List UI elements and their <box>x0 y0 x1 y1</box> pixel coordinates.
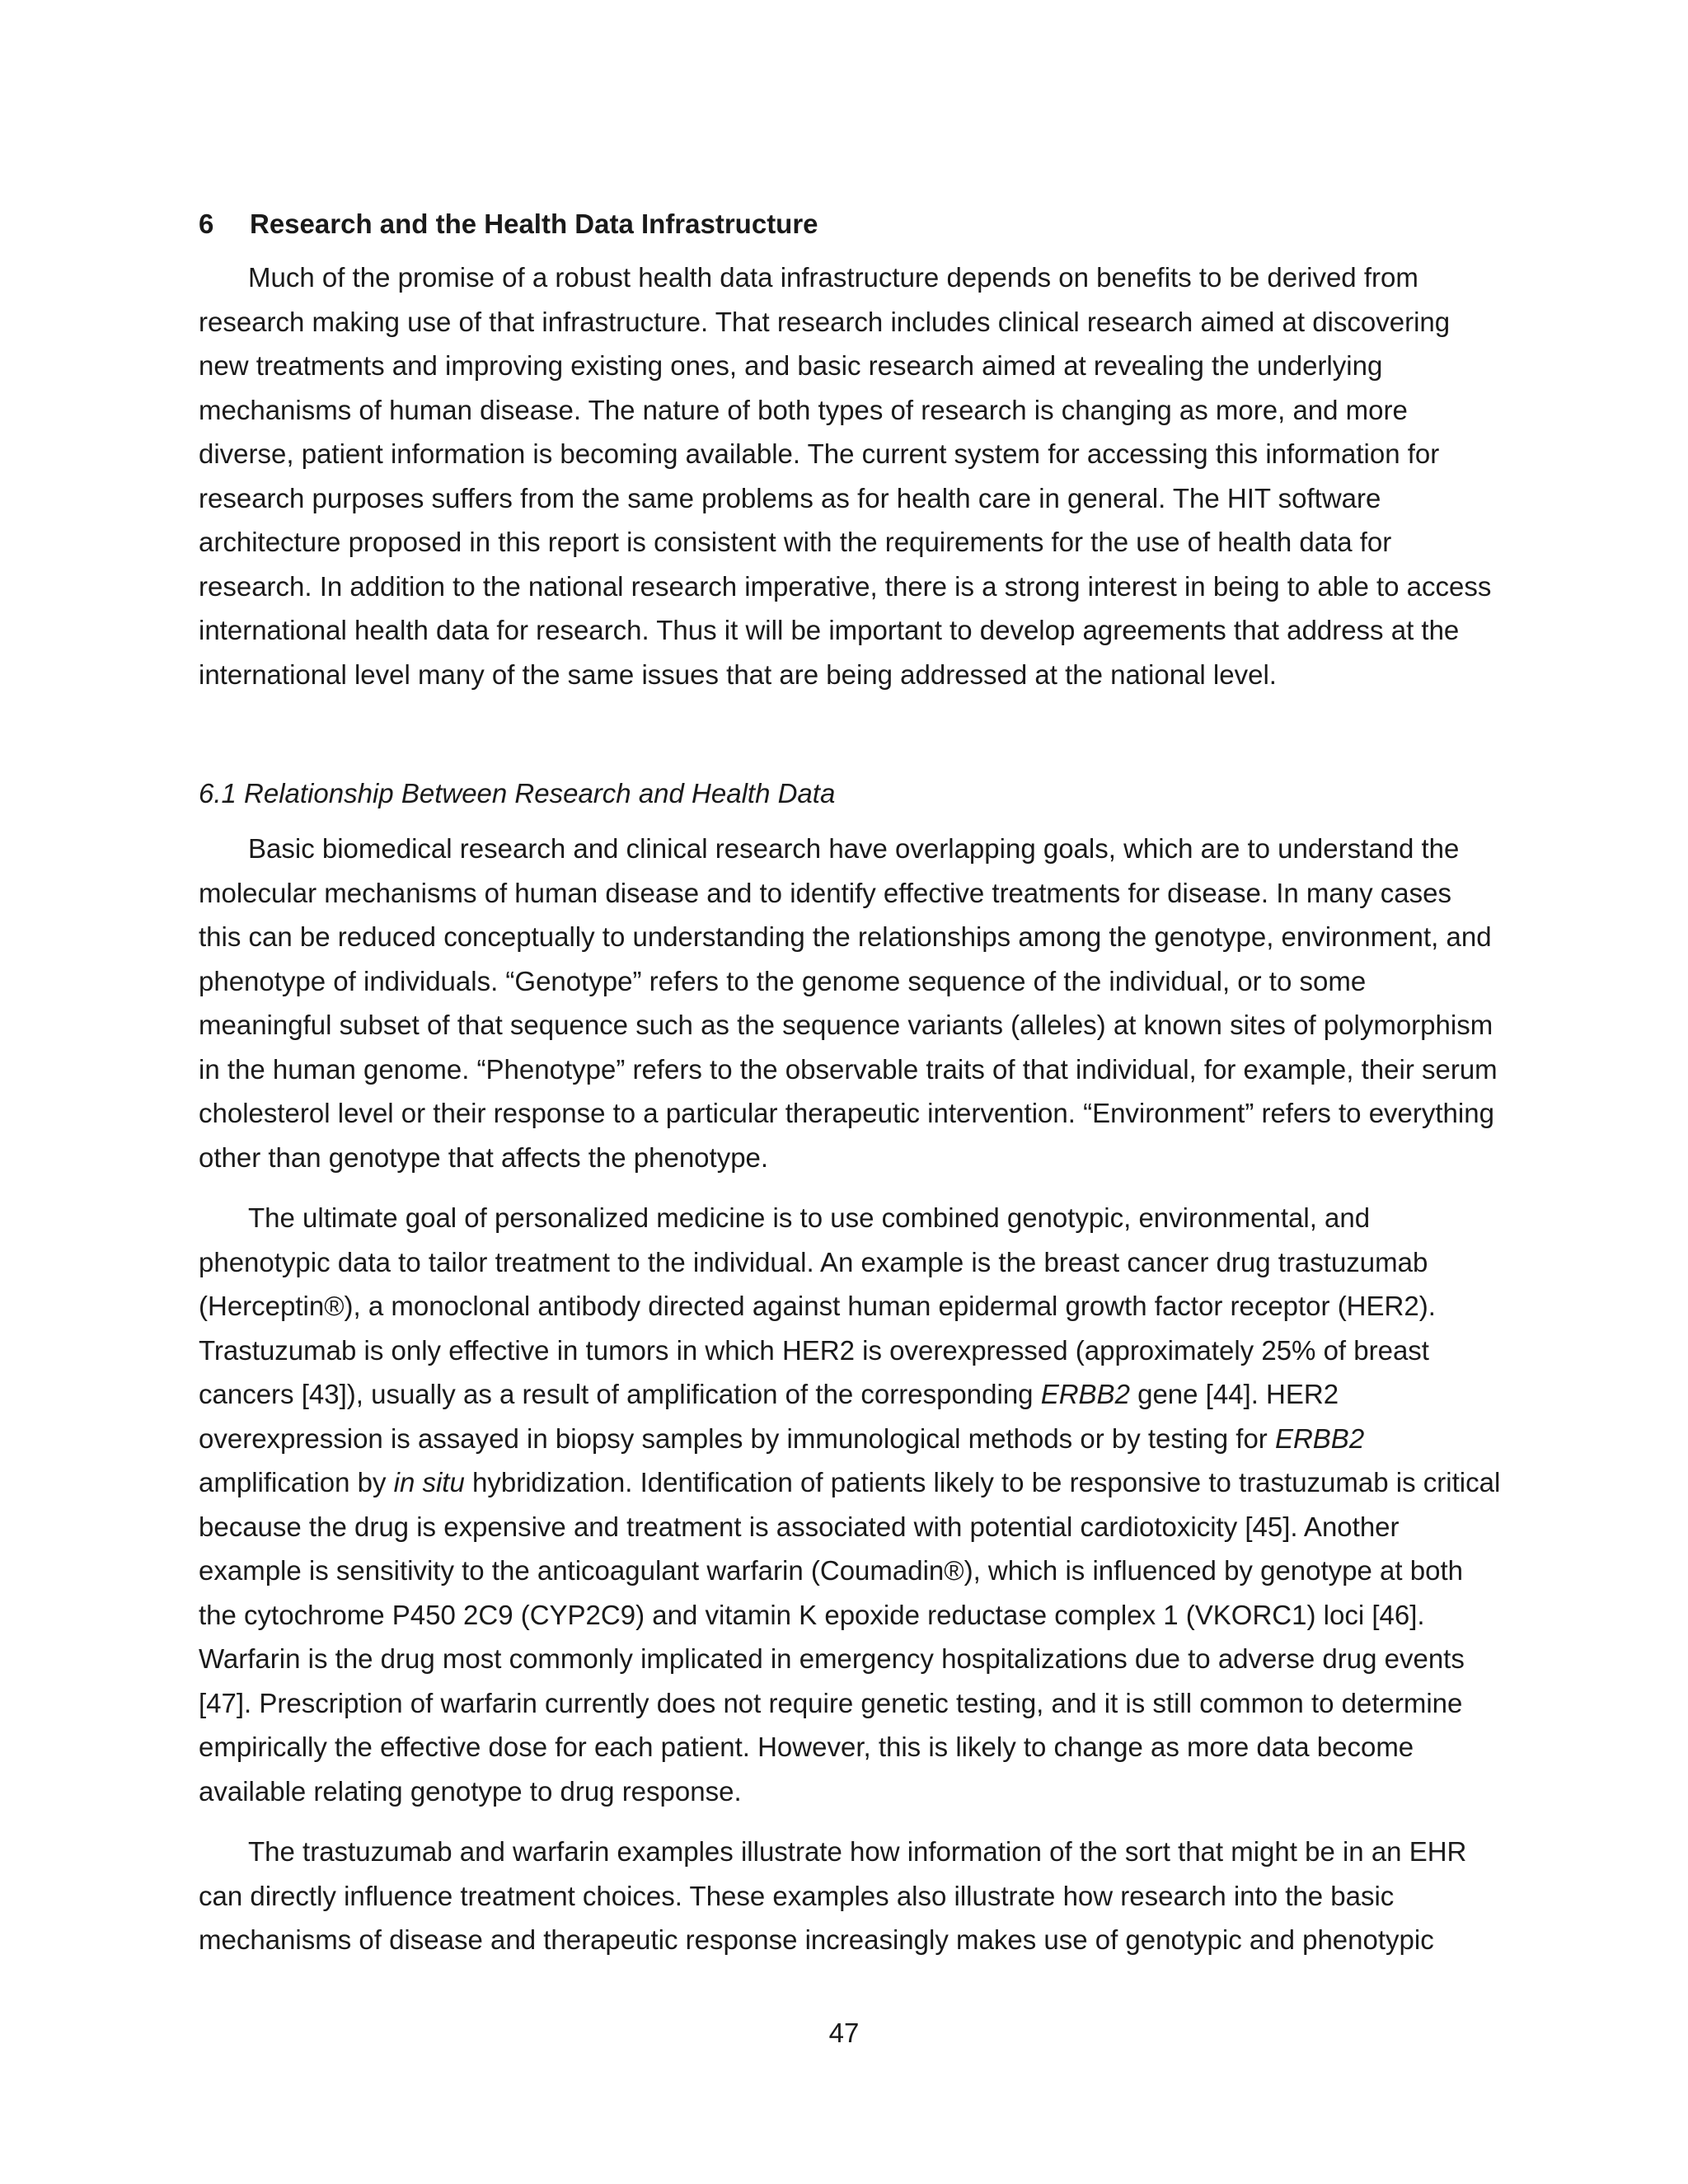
body-paragraph-2 <box>199 1196 1501 1813</box>
paragraph-text: hybridization. Identification of patients likely to be responsive to trastuzumab is critical because the drug is expensive and treatment is associated with potential cardiotoxicity [45]. Another example is sensitivity to the anticoagulant warfarin (Coumadin®), which is influenced by genotype at both the cytochrome P450 2C9 (CYP2C9) and vitamin K epoxide reductase complex 1 (VKORC1) loci [46]. Warfarin is the drug most commonly implicated in emergency hospitalizations due to adverse drug events [47]. Prescription of warfarin currently does not require genetic testing, and it is still common to determine empirically the effective dose for each patient. However, this is likely to change as more data become available relating genotype to drug response. <box>199 1467 1501 1807</box>
section-title: Research and the Health Data Infrastructure <box>250 209 818 239</box>
page-number: 47 <box>828 2018 860 2048</box>
method-italic: in situ <box>393 1467 465 1497</box>
subsection-heading: 6.1 Relationship Between Research and Health Data <box>199 778 836 808</box>
gene-name-italic: ERBB2 <box>1274 1422 1365 1454</box>
paragraph-text: amplification by <box>199 1467 394 1497</box>
gene-name-italic: ERBB2 <box>1040 1379 1130 1409</box>
document-page <box>199 203 1501 1979</box>
section-number: 6 <box>199 209 214 239</box>
body-paragraph-3: The trastuzumab and warfarin examples illustrate how information of the sort that might be in an EHR can directly influence treatment choices. These examples also illustrate how research into the basic mechanisms of disease and therapeutic response increasingly makes use of genotypic and phenotypic <box>199 1836 1467 1955</box>
section-heading <box>199 203 1501 246</box>
paragraph-text: The ultimate goal of personalized medicine is to use combined genotypic, environmental, and phenotypic data to tailor treatment to the individual. An example is the breast cancer drug trastuzumab (Herceptin®), a monoclonal antibody directed against human epidermal growth factor receptor (HER2). Trastuzumab is only effective in tumors in which HER2 is overexpressed (approximately 25% of breast cancers [43]), usually as a result of amplification of the corresponding <box>199 1202 1436 1409</box>
intro-paragraph: Much of the promise of a robust health data infrastructure depends on benefits to be derived from research making use of that infrastructure. That research includes clinical research aimed at discovering new treatments and improving existing ones, and basic research aimed at revealing the underlying mechanisms of human disease. The nature of both types of research is changing as more, and more diverse, patient information is becoming available. The current system for accessing this information for research purposes suffers from the same problems as for health care in general. The HIT software architecture proposed in this report is consistent with the requirements for the use of health data for research. In addition to the national research imperative, there is a strong interest in being to able to access international health data for research. Thus it will be important to develop agreements that address at the international level many of the same issues that are being addressed at the national level. <box>199 262 1492 690</box>
body-paragraph-1: Basic biomedical research and clinical research have overlapping goals, which are to understand the molecular mechanisms of human disease and to identify effective treatments for disease. In many cases this can be reduced conceptually to understanding the relationships among the genotype, environment, and phenotype of individuals. “Genotype” refers to the genome sequence of the individual, or to some meaningful subset of that sequence such as the sequence variants (alleles) at known sites of polymorphism in the human genome. “Phenotype” refers to the observable traits of that individual, for example, their serum cholesterol level or their response to a particular therapeutic intervention. “Environment” refers to everything other than genotype that affects the phenotype. <box>199 833 1498 1173</box>
paragraph-text: gene [44]. HER2 overexpression is assayed in biopsy samples by immunological methods or by testing for <box>199 1379 1339 1454</box>
